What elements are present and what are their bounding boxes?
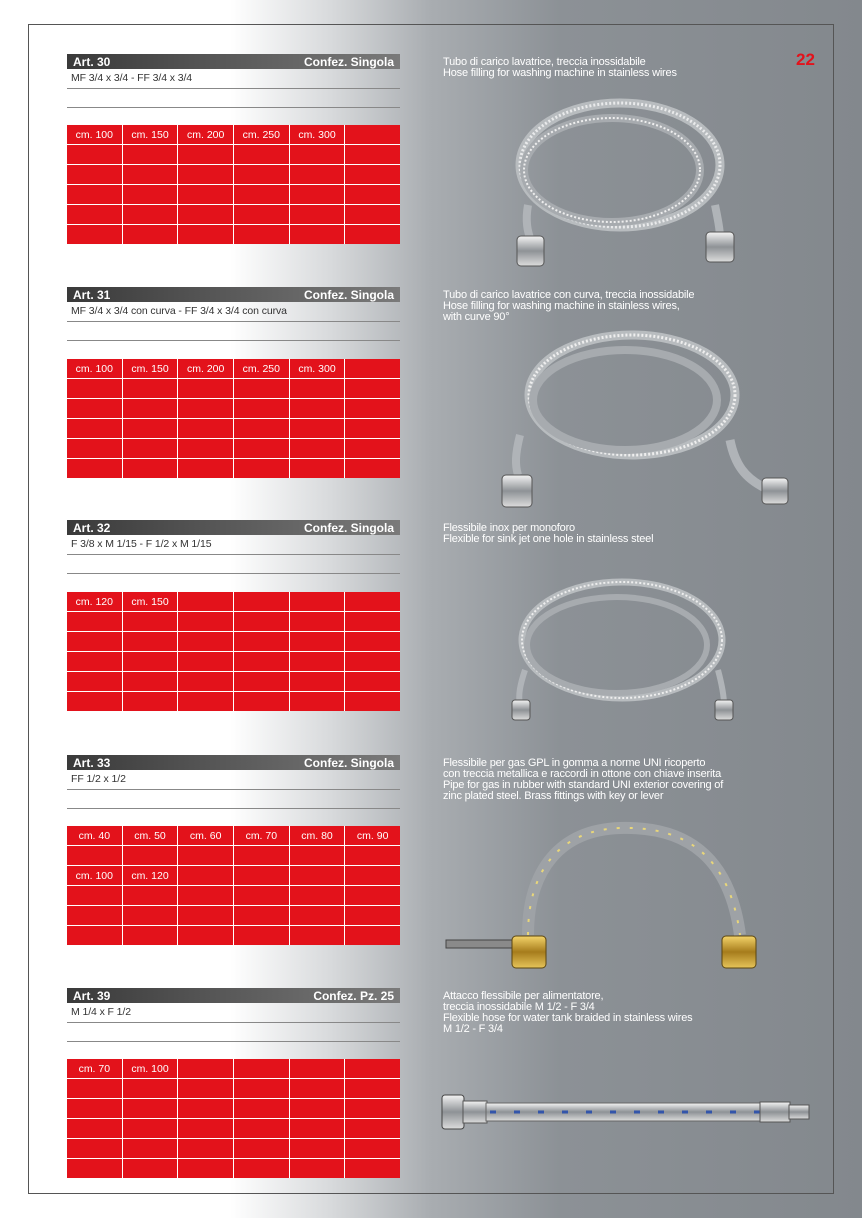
size-cell — [178, 1119, 233, 1138]
size-cell — [178, 692, 233, 711]
description-line: with curve 90° — [443, 311, 510, 323]
description-line: Tubo di carico lavatrice, treccia inossidabile — [443, 56, 646, 68]
size-cell — [234, 926, 289, 945]
article-spec: M 1/4 x F 1/2 — [67, 1003, 400, 1023]
size-cell — [345, 145, 400, 164]
article-header — [67, 287, 400, 341]
size-cell — [345, 459, 400, 478]
size-cell: cm. 60 — [178, 826, 233, 845]
size-cell — [123, 926, 178, 945]
size-cell — [123, 1079, 178, 1098]
size-cell — [67, 1139, 122, 1158]
size-cell: cm. 90 — [345, 826, 400, 845]
size-cell — [123, 419, 178, 438]
size-cell — [123, 439, 178, 458]
package-type: Confez. Singola — [304, 54, 394, 69]
size-cell — [234, 592, 289, 611]
size-cell — [234, 692, 289, 711]
article-title-bar — [67, 988, 400, 1003]
size-cell — [123, 145, 178, 164]
size-cell — [178, 866, 233, 885]
article-number: Art. 39 — [73, 988, 111, 1003]
size-cell — [234, 1119, 289, 1138]
size-cell — [67, 612, 122, 631]
description-line: Flessibile per gas GPL in gomma a norme UNI ricoperto — [443, 757, 706, 769]
article-number: Art. 32 — [73, 520, 111, 535]
size-cell — [234, 1139, 289, 1158]
size-cell — [67, 439, 122, 458]
size-cell — [234, 1059, 289, 1078]
size-cell — [234, 672, 289, 691]
size-cell — [67, 459, 122, 478]
size-cell: cm. 100 — [123, 1059, 178, 1078]
size-cell — [67, 692, 122, 711]
size-cell — [290, 866, 345, 885]
size-cell — [178, 1159, 233, 1178]
size-cell — [234, 906, 289, 925]
size-cell — [123, 612, 178, 631]
size-cell — [290, 145, 345, 164]
divider — [67, 1041, 400, 1042]
size-cell — [123, 652, 178, 671]
size-cell — [290, 1159, 345, 1178]
size-cell — [345, 399, 400, 418]
size-cell — [345, 359, 400, 378]
size-cell — [178, 592, 233, 611]
size-cell — [123, 1159, 178, 1178]
size-cell — [178, 1139, 233, 1158]
article-spec: MF 3/4 x 3/4 - FF 3/4 x 3/4 — [67, 69, 400, 89]
size-cell — [123, 205, 178, 224]
size-cell — [123, 846, 178, 865]
size-cell — [178, 672, 233, 691]
package-type: Confez. Singola — [304, 755, 394, 770]
size-cell — [345, 1159, 400, 1178]
size-cell — [290, 672, 345, 691]
size-cell — [123, 672, 178, 691]
package-type: Confez. Pz. 25 — [313, 988, 394, 1003]
size-cell — [290, 846, 345, 865]
size-cell — [234, 165, 289, 184]
size-cell — [345, 205, 400, 224]
size-cell — [234, 145, 289, 164]
divider — [67, 340, 400, 341]
page-number: 22 — [796, 50, 815, 69]
article-title-bar — [67, 54, 400, 69]
size-cell — [290, 185, 345, 204]
description-line: Flexible hose for water tank braided in stainless wires — [443, 1012, 693, 1024]
size-cell — [234, 866, 289, 885]
size-cell — [67, 632, 122, 651]
size-cell — [290, 652, 345, 671]
description-line: treccia inossidabile M 1/2 - F 3/4 — [443, 1001, 595, 1013]
size-cell — [345, 1119, 400, 1138]
size-cell: cm. 70 — [67, 1059, 122, 1078]
size-cell — [123, 165, 178, 184]
divider — [67, 573, 400, 574]
size-cell: cm. 150 — [123, 125, 178, 144]
article-title-bar — [67, 755, 400, 770]
size-cell — [345, 225, 400, 244]
size-cell — [67, 672, 122, 691]
size-cell — [345, 419, 400, 438]
size-cell — [234, 459, 289, 478]
size-cell — [290, 379, 345, 398]
size-cell — [345, 1059, 400, 1078]
package-type: Confez. Singola — [304, 520, 394, 535]
article-number: Art. 33 — [73, 755, 111, 770]
size-cell: cm. 300 — [290, 359, 345, 378]
size-cell — [290, 459, 345, 478]
product-description — [443, 290, 803, 323]
size-cell: cm. 50 — [123, 826, 178, 845]
size-cell — [178, 165, 233, 184]
size-cell — [67, 846, 122, 865]
product-description — [443, 991, 803, 1035]
size-cell — [290, 399, 345, 418]
size-cell — [290, 225, 345, 244]
description-line: zinc plated steel. Brass fittings with key or lever — [443, 790, 664, 802]
size-cell: cm. 120 — [67, 592, 122, 611]
size-cell — [123, 632, 178, 651]
size-cell — [178, 145, 233, 164]
size-cell — [234, 185, 289, 204]
size-cell — [345, 592, 400, 611]
divider — [67, 107, 400, 108]
size-cell — [123, 459, 178, 478]
size-cell — [345, 612, 400, 631]
size-cell — [290, 439, 345, 458]
size-cell — [290, 1099, 345, 1118]
package-type: Confez. Singola — [304, 287, 394, 302]
size-cell — [234, 886, 289, 905]
size-cell — [290, 906, 345, 925]
size-cell — [178, 1079, 233, 1098]
size-cell: cm. 70 — [234, 826, 289, 845]
size-cell: cm. 100 — [67, 125, 122, 144]
size-cell — [123, 225, 178, 244]
size-cell — [290, 1139, 345, 1158]
size-cell — [67, 926, 122, 945]
size-cell — [67, 379, 122, 398]
size-cell — [178, 379, 233, 398]
article-header — [67, 520, 400, 574]
article-header — [67, 54, 400, 108]
article-spec: F 3/8 x M 1/15 - F 1/2 x M 1/15 — [67, 535, 400, 555]
size-cell — [178, 1059, 233, 1078]
size-cell — [123, 692, 178, 711]
article-title-bar — [67, 520, 400, 535]
size-cell — [290, 632, 345, 651]
size-cell — [345, 926, 400, 945]
size-cell — [234, 379, 289, 398]
size-cell — [67, 205, 122, 224]
size-cell — [345, 632, 400, 651]
size-cell — [345, 165, 400, 184]
size-cell — [67, 652, 122, 671]
size-cell: cm. 120 — [123, 866, 178, 885]
description-line: Flexible for sink jet one hole in stainless steel — [443, 533, 654, 545]
size-cell — [123, 1099, 178, 1118]
size-cell — [67, 185, 122, 204]
size-cell — [67, 1079, 122, 1098]
size-cell — [67, 399, 122, 418]
size-table — [67, 125, 400, 244]
size-cell — [234, 205, 289, 224]
size-cell — [67, 165, 122, 184]
size-table — [67, 826, 400, 945]
size-cell — [290, 886, 345, 905]
size-cell — [123, 906, 178, 925]
size-cell — [67, 906, 122, 925]
product-description — [443, 758, 803, 802]
size-cell — [234, 419, 289, 438]
description-line: M 1/2 - F 3/4 — [443, 1023, 503, 1035]
size-cell — [123, 886, 178, 905]
article-number: Art. 30 — [73, 54, 111, 69]
size-cell — [67, 145, 122, 164]
size-cell — [67, 1159, 122, 1178]
size-cell — [123, 1119, 178, 1138]
size-cell: cm. 80 — [290, 826, 345, 845]
article-header — [67, 755, 400, 809]
size-cell: cm. 40 — [67, 826, 122, 845]
size-cell: cm. 150 — [123, 359, 178, 378]
size-cell — [67, 225, 122, 244]
size-table — [67, 359, 400, 478]
size-cell — [345, 672, 400, 691]
size-cell — [345, 439, 400, 458]
size-cell — [290, 1059, 345, 1078]
size-cell — [234, 632, 289, 651]
size-cell: cm. 300 — [290, 125, 345, 144]
size-cell — [178, 906, 233, 925]
size-cell — [123, 379, 178, 398]
size-cell — [178, 185, 233, 204]
size-cell — [178, 399, 233, 418]
size-cell — [345, 906, 400, 925]
size-cell — [178, 846, 233, 865]
size-cell — [178, 886, 233, 905]
description-line: Attacco flessibile per alimentatore, — [443, 990, 604, 1002]
size-cell — [345, 886, 400, 905]
size-cell — [290, 692, 345, 711]
size-cell — [178, 652, 233, 671]
product-description — [443, 57, 803, 79]
size-cell — [234, 612, 289, 631]
size-cell: cm. 250 — [234, 125, 289, 144]
size-cell — [67, 886, 122, 905]
description-line: con treccia metallica e raccordi in ottone con chiave inserita — [443, 768, 722, 780]
size-cell — [290, 205, 345, 224]
size-cell — [290, 1079, 345, 1098]
size-cell: cm. 250 — [234, 359, 289, 378]
size-cell — [67, 1099, 122, 1118]
size-cell — [290, 592, 345, 611]
size-cell — [345, 866, 400, 885]
size-cell: cm. 200 — [178, 125, 233, 144]
description-line: Tubo di carico lavatrice con curva, treccia inossidabile — [443, 289, 695, 301]
size-cell — [67, 1119, 122, 1138]
size-cell — [234, 1099, 289, 1118]
size-cell — [345, 692, 400, 711]
size-cell — [234, 399, 289, 418]
article-number: Art. 31 — [73, 287, 111, 302]
article-spec: MF 3/4 x 3/4 con curva - FF 3/4 x 3/4 con curva — [67, 302, 400, 322]
size-cell — [290, 612, 345, 631]
size-cell: cm. 100 — [67, 866, 122, 885]
product-description — [443, 523, 803, 545]
size-cell: cm. 200 — [178, 359, 233, 378]
description-line: Hose filling for washing machine in stainless wires — [443, 67, 677, 79]
size-cell — [178, 1099, 233, 1118]
size-cell — [345, 846, 400, 865]
size-cell — [234, 1159, 289, 1178]
size-cell: cm. 150 — [123, 592, 178, 611]
size-cell — [178, 205, 233, 224]
size-cell — [178, 439, 233, 458]
size-cell — [345, 125, 400, 144]
size-cell — [178, 459, 233, 478]
description-line: Hose filling for washing machine in stainless wires, — [443, 300, 680, 312]
size-cell — [345, 652, 400, 671]
size-cell — [123, 399, 178, 418]
size-cell — [290, 1119, 345, 1138]
size-cell — [290, 165, 345, 184]
size-table — [67, 592, 400, 711]
size-cell — [290, 926, 345, 945]
size-cell — [123, 1139, 178, 1158]
description-line: Pipe for gas in rubber with standard UNI exterior covering of — [443, 779, 724, 791]
description-line: Flessibile inox per monoforo — [443, 522, 575, 534]
size-cell — [178, 419, 233, 438]
size-cell — [290, 419, 345, 438]
size-cell — [234, 1079, 289, 1098]
size-cell — [123, 185, 178, 204]
article-header — [67, 988, 400, 1042]
size-cell — [345, 1099, 400, 1118]
article-spec: FF 1/2 x 1/2 — [67, 770, 400, 790]
size-cell — [345, 185, 400, 204]
size-cell — [345, 1079, 400, 1098]
divider — [67, 808, 400, 809]
size-cell — [178, 632, 233, 651]
size-cell — [178, 225, 233, 244]
size-cell — [178, 926, 233, 945]
size-cell — [345, 379, 400, 398]
size-cell — [345, 1139, 400, 1158]
size-cell — [234, 225, 289, 244]
size-cell — [234, 846, 289, 865]
size-table — [67, 1059, 400, 1178]
article-title-bar — [67, 287, 400, 302]
size-cell — [234, 439, 289, 458]
size-cell — [67, 419, 122, 438]
size-cell — [178, 612, 233, 631]
size-cell — [234, 652, 289, 671]
size-cell: cm. 100 — [67, 359, 122, 378]
